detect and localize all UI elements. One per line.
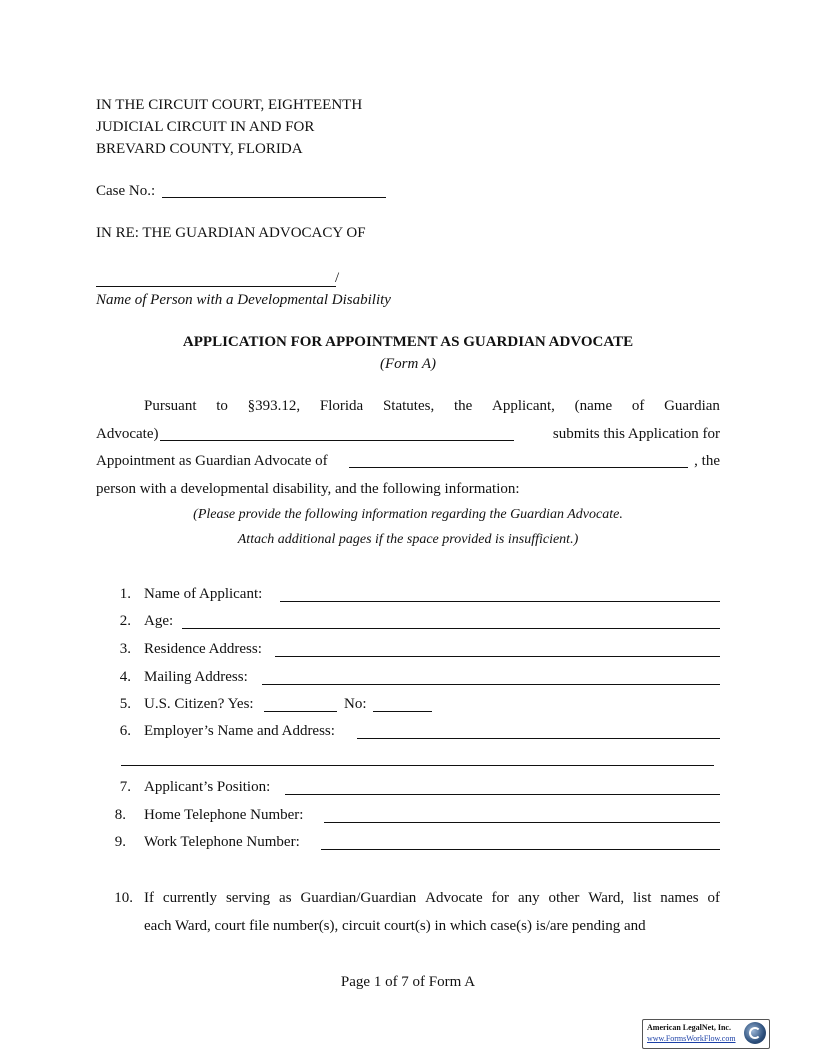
intro-word: (name [574, 398, 613, 414]
page-footer: Page 1 of 7 of Form A [340, 974, 476, 990]
item10-word: If [144, 890, 154, 906]
item10-word: serving [225, 890, 271, 906]
item-label: Name of Applicant: [144, 586, 263, 602]
item-label: Employer’s Name and Address: [144, 723, 335, 739]
intro-word: §393.12, [247, 398, 301, 414]
form-subtitle: (Form A) [380, 356, 436, 372]
citizen-yes-field[interactable] [264, 711, 337, 712]
court-line-3: BREVARD COUNTY, FLORIDA [96, 141, 303, 157]
item10-word: for [491, 890, 510, 906]
case-no-label: Case No.: [96, 183, 156, 199]
home-phone-field[interactable] [324, 822, 720, 823]
item-label: Applicant’s Position: [144, 779, 271, 795]
item-number: 8. [114, 807, 126, 823]
mailing-address-field[interactable] [262, 684, 720, 685]
in-re-heading: IN RE: THE GUARDIAN ADVOCACY OF [96, 225, 366, 241]
item-number: 3. [119, 641, 131, 657]
intro-word: the [453, 398, 473, 414]
court-line-1: IN THE CIRCUIT COURT, EIGHTEENTH [96, 97, 363, 113]
intro-word: Guardian [664, 398, 720, 414]
item-number: 6. [119, 723, 131, 739]
ward-of-field[interactable] [349, 467, 688, 468]
item-10-line-2: each Ward, court file number(s), circuit court(s) in which case(s) is/are pending and [144, 918, 646, 934]
employer-field-line-2[interactable] [121, 765, 714, 766]
intro-line-2-start: Advocate) [96, 426, 159, 442]
item-label-no: No: [344, 696, 367, 712]
item10-word: of [707, 890, 720, 906]
intro-word: Statutes, [382, 398, 435, 414]
note-line-1: (Please provide the following information regarding the Guardian Advocate. [193, 507, 623, 522]
employer-field[interactable] [357, 738, 720, 739]
item-number: 1. [119, 586, 131, 602]
intro-line-4: person with a developmental disability, and the following information: [96, 481, 520, 497]
item-label: Age: [144, 613, 174, 629]
american-legalnet-logo[interactable] [642, 1019, 770, 1049]
item10-word: Advocate [425, 890, 483, 906]
position-field[interactable] [285, 794, 720, 795]
item10-word: names [660, 890, 699, 906]
citizen-no-field[interactable] [373, 711, 432, 712]
ward-name-field[interactable] [96, 286, 336, 287]
form-title: APPLICATION FOR APPOINTMENT AS GUARDIAN ADVOCATE [182, 334, 634, 350]
name-slash: / [335, 270, 340, 286]
intro-line-3-end: , the [694, 453, 720, 469]
item-number: 10. [114, 890, 133, 906]
intro-line-1 [144, 398, 720, 415]
item-label: U.S. Citizen? Yes: [144, 696, 254, 712]
age-field[interactable] [182, 628, 720, 629]
applicant-name-field[interactable] [280, 601, 720, 602]
name-caption: Name of Person with a Developmental Disability [96, 292, 391, 308]
work-phone-field[interactable] [321, 849, 720, 850]
item10-word: Ward, [588, 890, 625, 906]
item-number: 4. [119, 669, 131, 685]
intro-word: Pursuant [144, 398, 197, 414]
residence-address-field[interactable] [275, 656, 720, 657]
item10-word: currently [162, 890, 218, 906]
note-line-2: Attach additional pages if the space provided is insufficient.) [237, 532, 579, 547]
arrow-swirl-icon [749, 1027, 761, 1039]
item10-word: other [548, 890, 580, 906]
item-number: 5. [119, 696, 131, 712]
intro-word: Applicant, [492, 398, 555, 414]
logo-url[interactable]: www.FormsWorkFlow.com [647, 1034, 736, 1043]
logo-company: American LegalNet, Inc. [647, 1023, 731, 1032]
item-label: Work Telephone Number: [144, 834, 300, 850]
item10-word: Guardian/Guardian [300, 890, 417, 906]
intro-word: Florida [319, 398, 364, 414]
item-label: Mailing Address: [144, 669, 248, 685]
item10-word: list [633, 890, 652, 906]
case-no-field[interactable] [162, 197, 386, 198]
guardian-name-field[interactable] [160, 440, 514, 441]
item-number: 7. [119, 779, 131, 795]
court-line-2: JUDICIAL CIRCUIT IN AND FOR [96, 119, 315, 135]
item-number: 2. [119, 613, 131, 629]
item-number: 9. [114, 834, 126, 850]
intro-line-3-start: Appointment as Guardian Advocate of [96, 453, 328, 469]
intro-word: of [631, 398, 645, 414]
intro-line-2-end: submits this Application for [552, 426, 720, 442]
item-label: Residence Address: [144, 641, 262, 657]
item-label: Home Telephone Number: [144, 807, 304, 823]
intro-word: to [216, 398, 228, 414]
item10-word: as [279, 890, 292, 906]
item10-word: any [517, 890, 540, 906]
item-10-line-1 [144, 890, 720, 907]
